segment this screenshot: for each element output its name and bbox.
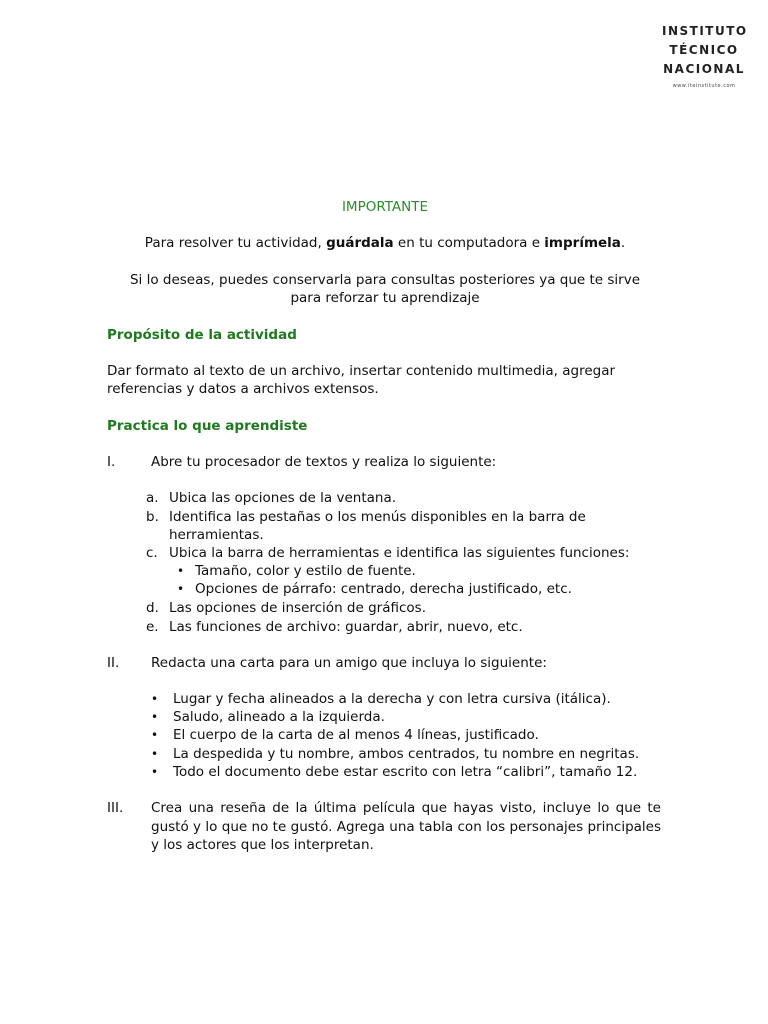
purpose-text-line-1: Dar formato al texto de un archivo, insertar contenido multimedia, agregar: [107, 363, 616, 379]
purpose-text-line-2: referencias y datos a archivos extensos.: [107, 381, 379, 397]
bullet-marker: •: [151, 747, 159, 761]
section-3-numeral: III.: [107, 800, 124, 816]
sub-bullet-text: Opciones de párrafo: centrado, derecha justificado, etc.: [195, 581, 572, 597]
bullet-marker: •: [151, 692, 159, 706]
notice-p1-pre: Para resolver tu actividad,: [144, 235, 327, 251]
logo-line-2: TÉCNICO: [669, 43, 739, 57]
bullet-text: La despedida y tu nombre, ambos centrados, tu nombre en negritas.: [173, 746, 640, 762]
bullet-marker: •: [151, 728, 159, 742]
section-2-numeral: II.: [107, 655, 120, 671]
list-item-marker: a.: [146, 490, 159, 506]
list-item-text-continued: herramientas.: [169, 527, 264, 543]
logo-line-3: NACIONAL: [663, 62, 745, 76]
bullet-marker: •: [151, 765, 159, 779]
logo-line-1: INSTITUTO: [662, 24, 748, 38]
section-3-text: Crea una reseña de la última película que hayas visto, incluye lo que te gustó y lo que no te gustó. Agrega una tabla con los personajes principales y los actores que los interpretan.: [151, 800, 661, 853]
notice-p1-bold-save: guárdala: [326, 235, 394, 251]
list-item-marker: d.: [146, 600, 159, 616]
bullet-marker: •: [177, 582, 185, 596]
notice-p1-mid: en tu computadora e: [393, 235, 545, 251]
notice-p1-bold-print: imprímela: [544, 235, 621, 251]
bullet-text: Lugar y fecha alineados a la derecha y con letra cursiva (itálica).: [173, 691, 611, 707]
bullet-marker: •: [177, 564, 185, 578]
notice-p1-end: .: [620, 235, 626, 251]
list-item-text: Ubica las opciones de la ventana.: [169, 490, 397, 506]
list-item-text: Identifica las pestañas o los menús disponibles en la barra de: [169, 509, 586, 525]
list-item-text: Las funciones de archivo: guardar, abrir, nuevo, etc.: [169, 619, 523, 635]
list-item-text: Ubica la barra de herramientas e identifica las siguientes funciones:: [169, 545, 630, 561]
notice-title: IMPORTANTE: [341, 199, 429, 215]
list-item-marker: b.: [146, 509, 159, 525]
notice-paragraph-1: [107, 234, 663, 252]
section-1-numeral: I.: [107, 454, 116, 470]
institute-logo: [662, 22, 746, 89]
section-2-intro-text: Redacta una carta para un amigo que incluya lo siguiente:: [151, 655, 547, 671]
bullet-text: El cuerpo de la carta de al menos 4 líneas, justificado.: [173, 727, 539, 743]
notice-paragraph-2-line-2: para reforzar tu aprendizaje: [290, 290, 480, 306]
logo-url: www.iteinstitute.com: [672, 83, 736, 89]
bullet-text: Todo el documento debe estar escrito con letra “calibri”, tamaño 12.: [173, 764, 638, 780]
list-item-text: Las opciones de inserción de gráficos.: [169, 600, 426, 616]
practice-heading: Practica lo que aprendiste: [107, 418, 308, 434]
purpose-heading: Propósito de la actividad: [107, 327, 297, 343]
bullet-text: Saludo, alineado a la izquierda.: [173, 709, 385, 725]
section-1-intro-text: Abre tu procesador de textos y realiza lo siguiente:: [151, 454, 497, 470]
notice-paragraph-2-line-1: Si lo deseas, puedes conservarla para consultas posteriores ya que te sirve: [129, 272, 641, 288]
sub-bullet-text: Tamaño, color y estilo de fuente.: [195, 563, 416, 579]
bullet-marker: •: [151, 710, 159, 724]
list-item-marker: e.: [146, 619, 159, 635]
list-item-marker: c.: [146, 545, 158, 561]
